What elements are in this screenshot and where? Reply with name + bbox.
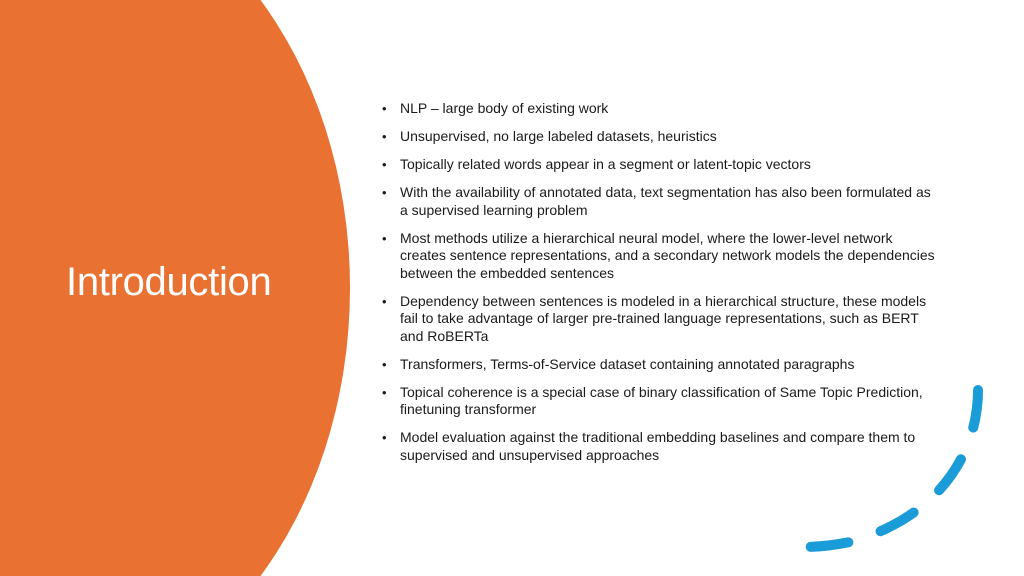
slide-title: Introduction [66,260,272,304]
bullet-text: Most methods utilize a hierarchical neural model, where the lower-level network creates sentence representations, and a secondary network models the dependencies between the embedded sentences [400,229,935,281]
bullet-text: Transformers, Terms-of-Service dataset containing annotated paragraphs [400,355,855,372]
bullet-item [382,293,942,346]
bullet-icon: • [382,293,387,309]
bullet-icon: • [382,185,387,200]
bullet-item [382,128,942,146]
dashed-arc-path [802,390,978,547]
dashed-arc-decoration [790,372,1000,572]
bullet-icon: • [382,384,387,400]
bullet-text: NLP – large body of existing work [400,100,609,116]
bullet-item [382,156,942,174]
bullet-text: Model evaluation against the traditional embedding baselines and compare them to supervised and unsupervised approaches [400,429,916,463]
bullet-item [382,184,942,219]
bullet-icon: • [382,129,387,144]
bullet-text: Dependency between sentences is modeled in a hierarchical structure, these models fail to take advantage of larger pre-trained language representations, such as BERT and RoBERTa [400,292,927,344]
bullet-icon: • [382,430,387,445]
bullet-icon: • [382,230,387,246]
bullet-icon: • [382,356,387,372]
bullet-icon: • [382,157,387,172]
bullet-text: Unsupervised, no large labeled datasets, heuristics [400,128,717,144]
bullet-text: With the availability of annotated data, text segmentation has also been formulated as a supervised learning problem [400,184,931,218]
bullet-item [382,100,942,118]
bullet-item [382,230,942,283]
bullet-item [382,356,942,374]
bullet-text: Topical coherence is a special case of binary classification of Same Topic Prediction, finetuning transformer [400,383,923,417]
bullet-icon: • [382,101,387,116]
bullet-text: Topically related words appear in a segment or latent-topic vectors [400,156,811,172]
